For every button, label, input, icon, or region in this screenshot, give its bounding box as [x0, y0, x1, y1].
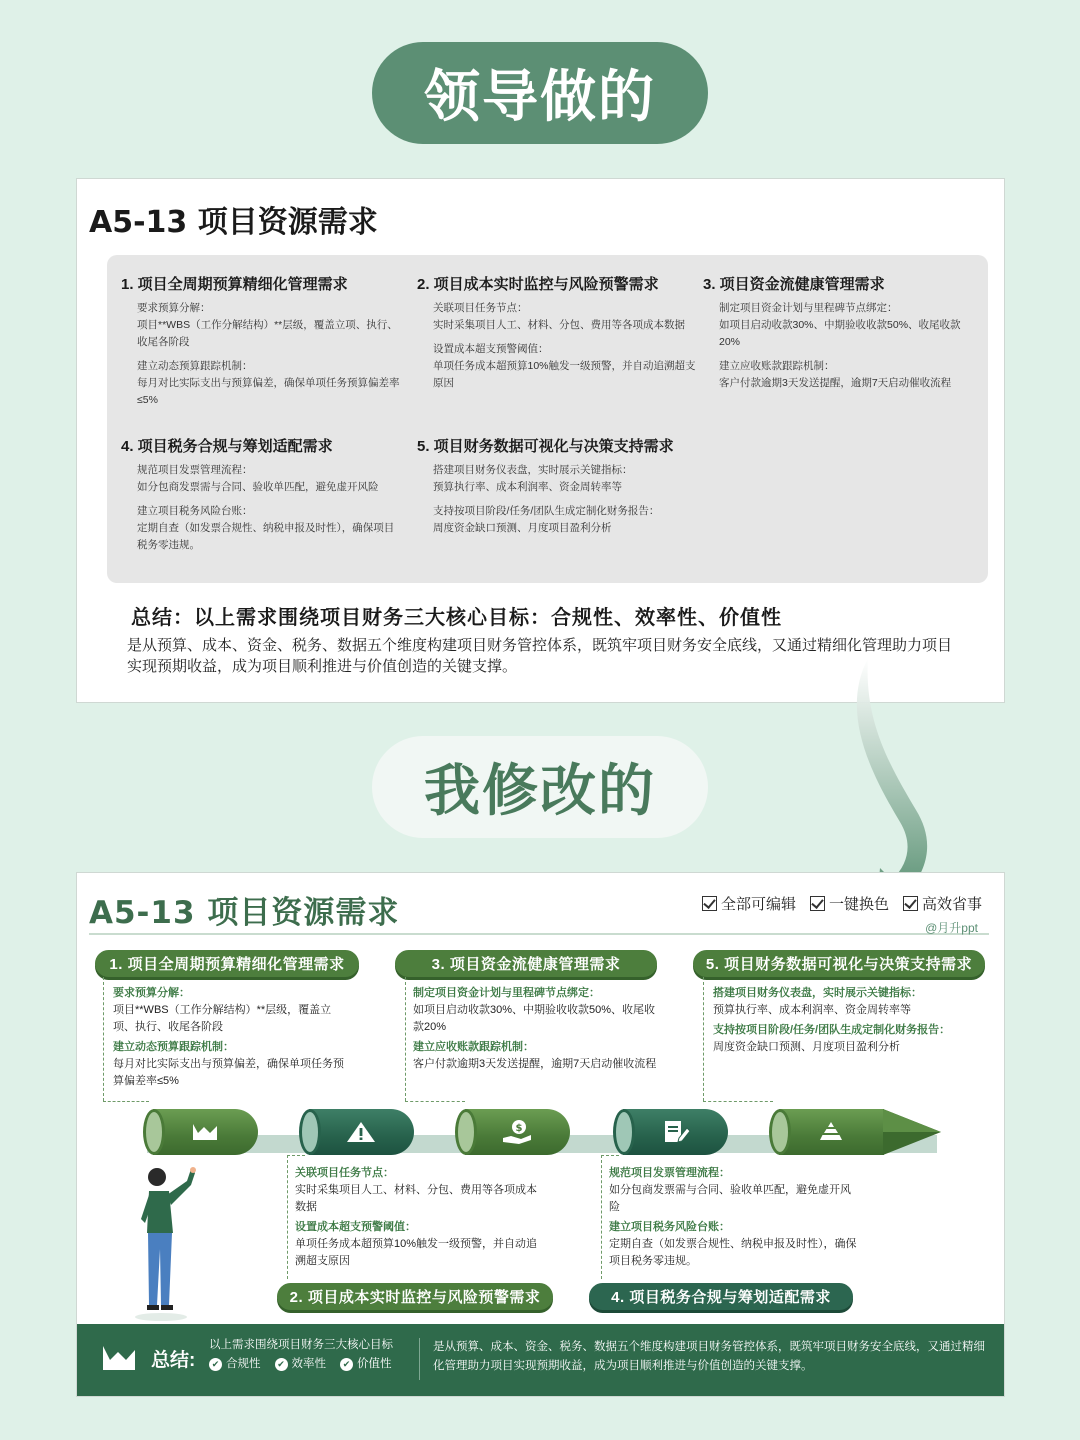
after-header-pill: 我修改的: [372, 736, 708, 838]
tag-4: 4. 项目税务合规与筹划适配需求: [589, 1283, 853, 1310]
before-header-pill: 领导做的: [372, 42, 708, 144]
after-block-1: 要求预算分解： 项目**WBS（工作分解结构）**层级，覆盖立项、执行、收尾各阶段 建立动态预算跟踪机制： 每月对比实际支出与预算偏差，确保单项任务预算偏差率≤5%: [113, 987, 344, 1087]
warning-icon: [341, 1118, 381, 1146]
connector: [103, 1101, 149, 1102]
goal-item: ✔ 价值性: [340, 1355, 392, 1371]
before-block-3: 3. 项目资金流健康管理需求 制定项目资金计划与里程碑节点绑定： 如项目启动收款30%、中期验收收款50%、收尾收款20% 建立应收账款跟踪机制： 客户付款逾期3天发送提醒，逾期7天启动催收流程: [703, 276, 961, 389]
checkbox-icon: [702, 896, 717, 911]
connector: [103, 977, 104, 1101]
before-block-1: 1. 项目全周期预算精细化管理需求 要求预算分解： 项目**WBS（工作分解结构）**层级，覆盖立项、执行、收尾各阶段 建立动态预算跟踪机制： 每月对比实际支出与预算偏差，确保单项任务预算偏差率≤5%: [121, 276, 400, 406]
timeline-node-4: [613, 1109, 728, 1155]
chart-icon: [101, 1342, 137, 1372]
check-item: 全部可编辑: [702, 893, 796, 914]
timeline-node-2: [299, 1109, 414, 1155]
after-block-4: 规范项目发票管理流程： 如分包商发票需与合同、验收单匹配，避免虚开风险 建立项目税务风险台账： 定期自查（如发票合规性、纳税申报及时性），确保项目税务零违规。: [609, 1167, 857, 1267]
after-slide-title: A5-13 项目资源需求: [89, 895, 400, 931]
tag-5: 5. 项目财务数据可视化与决策支持需求: [693, 950, 985, 977]
footer-label: 总结:: [151, 1350, 196, 1371]
credit-label: @月升ppt: [925, 921, 978, 935]
footer-description: 是从预算、成本、资金、税务、数据五个维度构建项目财务管控体系，既筑牢项目财务安全底线，又通过精细化管理助力项目实现预期收益，成为项目顺利推进与价值创造的关键支撑。: [433, 1341, 985, 1372]
timeline-node-1: [143, 1109, 258, 1155]
after-block-2: 关联项目任务节点： 实时采集项目人工、材料、分包、费用等各项成本数据 设置成本超支预警阈值： 单项任务成本超预算10%触发一级预警，并自动追溯超支原因: [295, 1167, 538, 1267]
before-block-2: 2. 项目成本实时监控与风险预警需求 关联项目任务节点： 实时采集项目人工、材料、分包、费用等各项成本数据 设置成本超支预警阈值： 单项任务成本超预算10%触发一级预警，并自动追溯超支原因: [417, 276, 696, 389]
before-summary-heading: 总结：以上需求围绕项目财务三大核心目标：合规性、效率性、价值性: [131, 607, 782, 629]
timeline-node-3: [455, 1109, 570, 1155]
tag-2: 2. 项目成本实时监控与风险预警需求: [277, 1283, 553, 1310]
connector: [601, 1155, 602, 1279]
connector: [703, 1101, 773, 1102]
summary-footer: [77, 1324, 1005, 1396]
after-block-3: 制定项目资金计划与里程碑节点绑定： 如项目启动收款30%、中期验收收款50%、收尾收款20% 建立应收账款跟踪机制： 客户付款逾期3天发送提醒，逾期7天启动催收流程: [413, 987, 657, 1070]
checkbox-icon: [903, 896, 918, 911]
check-item: 高效省事: [903, 893, 982, 914]
goal-item: ✔ 效率性: [275, 1355, 327, 1371]
connector: [601, 1155, 619, 1156]
feature-checks: [702, 893, 982, 914]
before-content-panel: [107, 255, 988, 583]
chart-icon: [185, 1118, 225, 1146]
footer-goals: [209, 1355, 392, 1371]
before-slide-title: A5-13 项目资源需求: [89, 205, 378, 240]
pyramid-icon: [811, 1118, 851, 1146]
money-hand-icon: [497, 1118, 537, 1146]
after-block-5: 搭建项目财务仪表盘，实时展示关键指标： 预算执行率、成本利润率、资金周转率等 支持按项目阶段/任务/团队生成定制化财务报告： 周度资金缺口预测、月度项目盈利分析: [713, 987, 951, 1053]
before-block-4: 4. 项目税务合规与筹划适配需求 规范项目发票管理流程： 如分包商发票需与合同、验收单匹配，避免虚开风险 建立项目税务风险台账： 定期自查（如发票合规性、纳税申报及时性），确保项目税务零违规。: [121, 438, 395, 551]
connector: [405, 1101, 465, 1102]
connector: [287, 1155, 288, 1279]
tag-3: 3. 项目资金流健康管理需求: [395, 950, 657, 977]
title-divider: [89, 933, 989, 935]
person-illustration-icon: [127, 1165, 207, 1325]
svg-text:$: $: [515, 1123, 523, 1134]
timeline-node-5: [769, 1109, 884, 1155]
checkbox-icon: [810, 896, 825, 911]
before-summary-body: 是从预算、成本、资金、税务、数据五个维度构建项目财务管控体系，既筑牢项目财务安全底线，又通过精细化管理助力项目实现预期收益，成为项目顺利推进与价值创造的关键支撑。: [127, 637, 953, 675]
connector: [287, 1155, 305, 1156]
connector: [405, 977, 406, 1101]
before-slide: [76, 178, 1005, 703]
footer-line: 以上需求围绕项目财务三大核心目标: [209, 1339, 393, 1351]
tag-1: 1. 项目全周期预算精细化管理需求: [95, 950, 359, 977]
document-edit-icon: [655, 1118, 695, 1146]
connector: [703, 977, 704, 1101]
pencil-tip-icon: [883, 1109, 943, 1155]
goal-item: ✔ 合规性: [209, 1355, 261, 1371]
after-slide: [76, 872, 1005, 1397]
before-block-5: 5. 项目财务数据可视化与决策支持需求 搭建项目财务仪表盘，实时展示关键指标： 预算执行率、成本利润率、资金周转率等 支持按项目阶段/任务/团队生成定制化财务报告： 周度资金缺口预测、月度项目盈利分析: [417, 438, 674, 534]
footer-divider: [419, 1338, 420, 1380]
check-item: 一键换色: [810, 893, 889, 914]
